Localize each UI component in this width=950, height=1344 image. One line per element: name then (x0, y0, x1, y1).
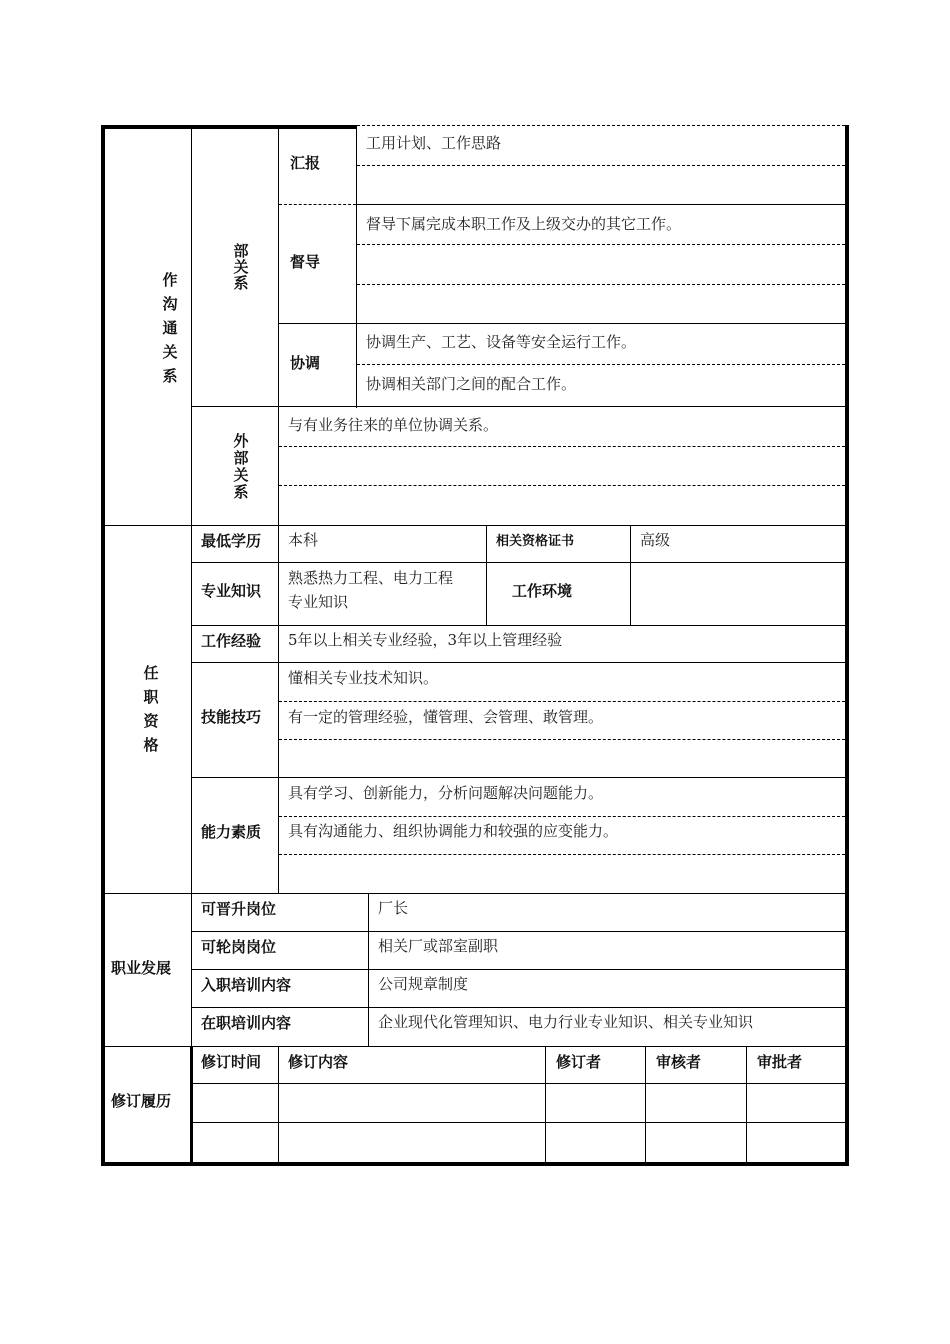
row-divider (191, 562, 845, 563)
ability-label: 能力素质 (201, 823, 262, 841)
dashed-line (279, 204, 356, 205)
experience-value: 5年以上相关专业经验，3年以上管理经验 (288, 631, 563, 649)
report-label: 汇报 (290, 154, 321, 172)
supervise-label: 督导 (290, 253, 321, 271)
divider (191, 893, 192, 1047)
row-divider (191, 1083, 845, 1084)
onboarding-training-value: 公司规章制度 (378, 975, 469, 993)
education-value: 本科 (288, 531, 319, 549)
section-divider (105, 1046, 845, 1047)
divider (356, 128, 357, 408)
inservice-training-value: 企业现代化管理知识、电力行业专业知识、相关专业知识 (378, 1013, 754, 1031)
coordinate-line: 协调生产、工艺、设备等安全运行工作。 (366, 333, 637, 351)
divider (486, 525, 487, 625)
dashed-line (357, 125, 845, 126)
promotion-label: 可晋升岗位 (201, 900, 277, 918)
internal-relations-label: 部关系 (233, 242, 249, 292)
divider (191, 525, 192, 893)
knowledge-label: 专业知识 (201, 582, 262, 600)
revision-header: 审核者 (656, 1053, 702, 1071)
row-divider (191, 1007, 845, 1008)
dashed-line (279, 446, 845, 447)
dashed-line (279, 816, 845, 817)
row-divider (191, 625, 845, 626)
dashed-line (279, 739, 845, 740)
career-label: 职业发展 (111, 959, 172, 977)
dashed-line (357, 284, 845, 285)
table-border-top (101, 125, 357, 129)
coordinate-label: 协调 (290, 354, 321, 372)
section-divider (105, 893, 845, 894)
onboarding-training-label: 入职培训内容 (201, 976, 292, 994)
coordinate-line: 协调相关部门之间的配合工作。 (366, 375, 577, 393)
table-border (190, 1046, 193, 1166)
dashed-line (357, 165, 845, 166)
divider (191, 128, 192, 526)
table-border-left (101, 125, 105, 1166)
divider (746, 1046, 747, 1162)
table-border-right (845, 125, 849, 1166)
divider (645, 1046, 646, 1162)
row-divider (191, 662, 845, 663)
revision-label: 修订履历 (111, 1092, 172, 1110)
revision-header: 修订者 (556, 1053, 602, 1071)
revision-header: 修订内容 (288, 1053, 349, 1071)
supervise-line: 督导下属完成本职工作及上级交办的其它工作。 (366, 215, 682, 233)
revision-header: 审批者 (757, 1053, 803, 1071)
external-relations-label: 外部关系 (233, 432, 249, 501)
communication-label: 作沟通关系 (162, 271, 178, 385)
row-divider (191, 931, 845, 932)
row-divider (191, 777, 845, 778)
revision-header: 修订时间 (201, 1053, 262, 1071)
divider (368, 893, 369, 1047)
divider (278, 128, 279, 526)
row-divider (191, 406, 845, 407)
education-label: 最低学历 (201, 532, 262, 550)
table-border-bottom (101, 1162, 849, 1166)
experience-label: 工作经验 (201, 632, 262, 650)
row-divider (191, 1122, 845, 1123)
skills-line: 有一定的管理经验，懂管理、会管理、敢管理。 (288, 708, 604, 726)
divider (278, 525, 279, 893)
skills-label: 技能技巧 (201, 708, 262, 726)
qualification-label: 任职资格 (143, 664, 159, 754)
ability-line: 具有学习、创新能力，分析问题解决问题能力。 (288, 784, 604, 802)
external-line: 与有业务往来的单位协调关系。 (288, 416, 499, 434)
section-divider (105, 525, 845, 526)
divider (278, 1046, 279, 1162)
knowledge-value: 熟悉热力工程、电力工程 (288, 569, 454, 587)
rotation-label: 可轮岗岗位 (201, 938, 277, 956)
divider (545, 1046, 546, 1162)
ability-line: 具有沟通能力、组织协调能力和较强的应变能力。 (288, 822, 619, 840)
dashed-line (357, 364, 845, 365)
rotation-value: 相关厂或部室副职 (378, 937, 499, 955)
environment-label: 工作环境 (512, 582, 573, 600)
row-divider (356, 204, 845, 205)
dashed-line (279, 854, 845, 855)
divider (630, 525, 631, 625)
knowledge-value: 专业知识 (288, 593, 349, 611)
promotion-value: 厂长 (378, 899, 409, 917)
row-divider (278, 323, 845, 324)
certificate-value: 高级 (640, 531, 671, 549)
dashed-line (279, 701, 845, 702)
inservice-training-label: 在职培训内容 (201, 1014, 292, 1032)
dashed-line (357, 244, 845, 245)
dashed-line (279, 485, 845, 486)
skills-line: 懂相关专业技术知识。 (288, 669, 439, 687)
report-line: 工用计划、工作思路 (366, 134, 502, 152)
certificate-label: 相关资格证书 (496, 534, 575, 549)
row-divider (191, 969, 845, 970)
